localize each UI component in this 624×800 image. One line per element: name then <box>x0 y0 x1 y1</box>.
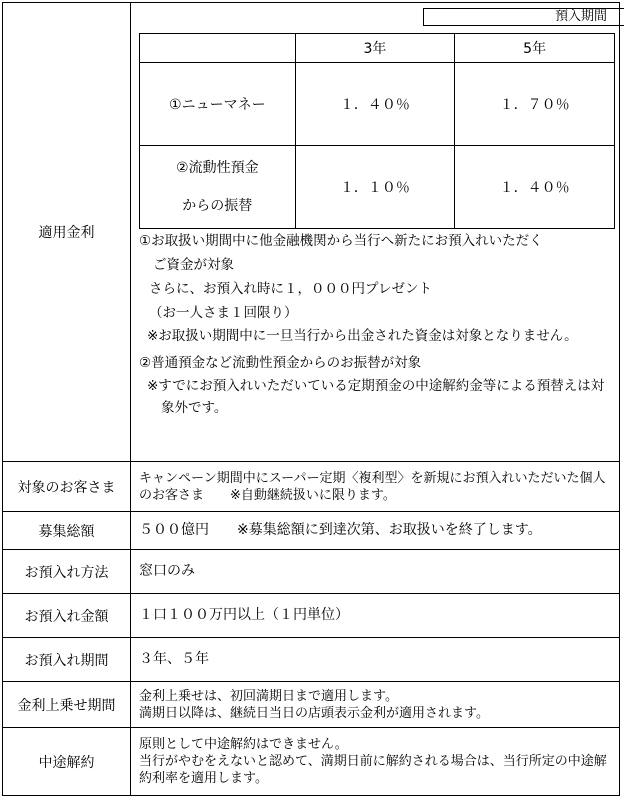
row-text: 窓口のみ <box>139 563 195 579</box>
row-content <box>131 728 619 795</box>
row-label: 中途解約 <box>3 728 131 795</box>
row-applied-rate <box>3 3 619 461</box>
row-content <box>131 682 619 727</box>
note-transfer: ②普通預金など流動性預金からのお振替が対象 <box>139 355 422 371</box>
row-label-applied-rate: 適用金利 <box>3 3 131 461</box>
row-label: 金利上乗せ期間 <box>3 682 131 727</box>
note-redeposit-excluded: ※すでにお預入れいただいている定期預金の中途解約金等による預替えは対象外です。 <box>147 378 605 416</box>
rate-notes <box>139 229 613 419</box>
rate-3y: １．４０％ <box>295 63 455 146</box>
row-text-line2: 当行がやむをえないと認めて、満期日前に解約される場合は、当行所定の中途解約利率を適用します。 <box>139 754 607 786</box>
row-content <box>131 462 619 511</box>
row-label: 募集総額 <box>3 512 131 549</box>
rate-row-name: ①ニューマネー <box>140 63 296 146</box>
rate-3y: １．１０％ <box>295 146 455 229</box>
row-bonus-rate-period <box>3 681 619 727</box>
row-content <box>131 594 619 637</box>
row-text: キャンペーン期間中にスーパー定期〈複利型〉を新規にお預入れいただいた個人のお客さま ※自動継続扱いに限ります。 <box>139 470 606 503</box>
rate-5y: １．７０％ <box>455 63 615 146</box>
rate-row-name-line1: ②流動性預金 <box>176 160 259 176</box>
note-present-limit: （お一人さま１回限り） <box>149 305 298 321</box>
rate-table-corner <box>140 34 296 63</box>
column-5-years: 5年 <box>455 34 615 63</box>
row-deposit-method <box>3 549 619 593</box>
row-text: ３年、５年 <box>139 651 209 667</box>
rate-row-transfer <box>140 146 615 229</box>
row-deposit-amount <box>3 593 619 637</box>
row-early-cancellation <box>3 727 619 795</box>
row-deposit-period <box>3 637 619 681</box>
rate-table <box>139 33 615 229</box>
row-label: お預入れ金額 <box>3 594 131 637</box>
row-label: 対象のお客さま <box>3 462 131 511</box>
row-content <box>131 638 619 681</box>
rate-row-new-money <box>140 63 615 146</box>
row-label: お預入れ期間 <box>3 638 131 681</box>
rate-5y: １．４０％ <box>455 146 615 229</box>
row-text-line1: 原則として中途解約はできません。 <box>139 737 348 752</box>
note-present: さらに、お預入れ時に１，０００円プレゼント <box>149 281 432 297</box>
note-new-money-cont: ご資金が対象 <box>153 257 234 273</box>
row-total-amount <box>3 511 619 549</box>
column-3-years: 3年 <box>295 34 455 63</box>
row-label: お預入れ方法 <box>3 550 131 593</box>
rate-row-name <box>140 146 296 229</box>
row-text: １口１００万円以上（１円単位） <box>139 607 349 623</box>
row-text: ５００億円 ※募集総額に到達次第、お取扱いを終了します。 <box>139 522 542 538</box>
row-content <box>131 550 619 593</box>
deposit-period-header: 預入期間 <box>423 8 624 26</box>
rate-row-name-line2: からの振替 <box>182 198 253 214</box>
campaign-terms-table <box>2 2 620 796</box>
row-text-line2: 満期日以降は、継続日当日の店頭表示金利が適用されます。 <box>139 705 489 721</box>
note-new-money: ①お取扱い期間中に他金融機関から当行へ新たにお預入れいただく <box>139 233 543 249</box>
row-content <box>131 512 619 549</box>
note-withdrawn-excluded: ※お取扱い期間中に一旦当行から出金された資金は対象となりません。 <box>147 328 578 344</box>
row-eligible-customers <box>3 461 619 511</box>
row-text-line1: 金利上乗せは、初回満期日まで適用します。 <box>139 688 398 704</box>
